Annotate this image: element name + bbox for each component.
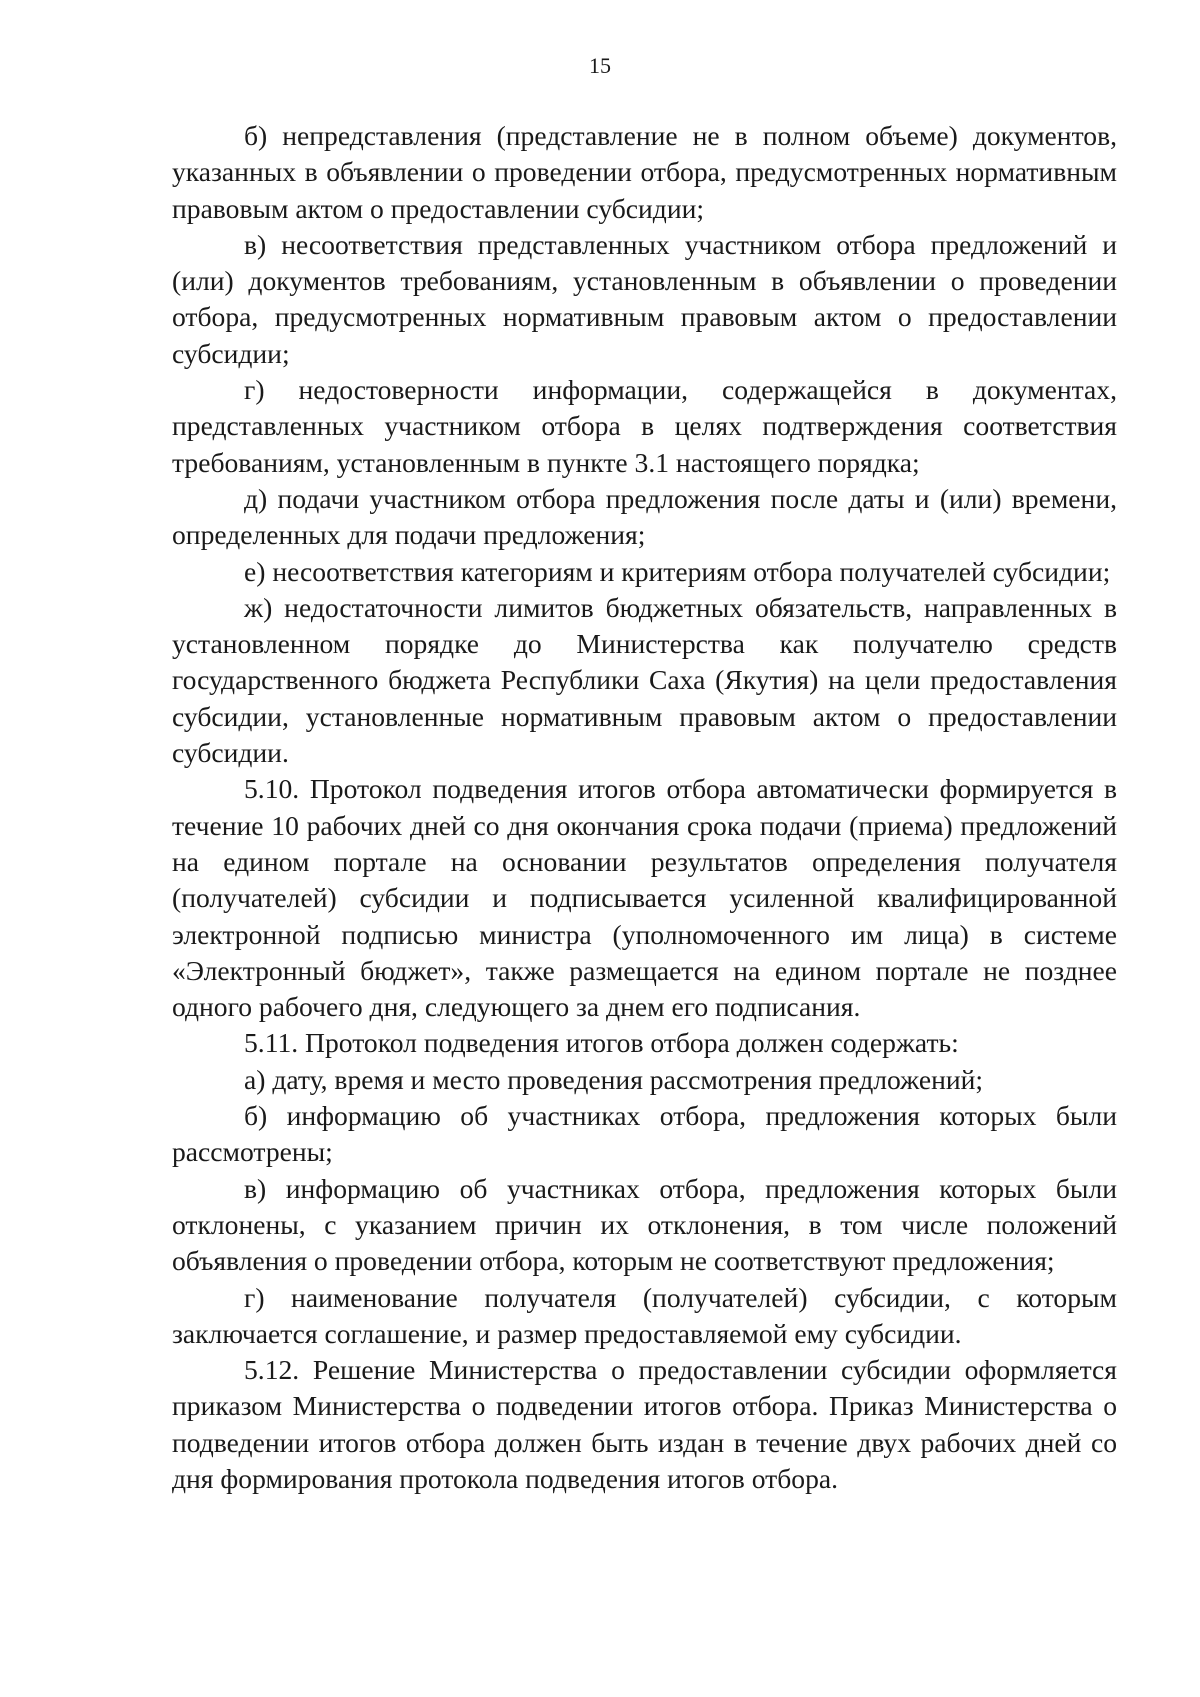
paragraph-5-11-a: а) дату, время и место проведения рассмотрения предложений; [244, 1063, 984, 1095]
page-number: 15 [589, 53, 611, 78]
document-body [172, 118, 1117, 1497]
paragraph-e-category-mismatch: е) несоответствия категориям и критериям отбора получателей субсидии; [244, 555, 1111, 587]
paragraph-g-unreliable-info: г) недостоверности информации, содержащейся в документах, представленных участником отбора в целях подтверждения соответствия требованиям, установленным в пункте 3.1 настоящего порядка; [172, 374, 1117, 478]
paragraph-5-10: 5.10. Протокол подведения итогов отбора автоматически формируется в течение 10 рабочих дней со дня окончания срока подачи (приема) предложений на едином портале на основании результатов определения получателя (получателей) субсидии и подписывается усиленной квалифицированной электронной подписью министра (уполномоченного им лица) в системе «Электронный бюджет», также размещается на едином портале не позднее одного рабочего дня, следующего за днем его подписания. [172, 773, 1117, 1023]
paragraph-d-late-submission: д) подачи участником отбора предложения после даты и (или) времени, определенных для подачи предложения; [172, 482, 1117, 551]
paragraph-5-12: 5.12. Решение Министерства о предоставлении субсидии оформляется приказом Министерства о подведении итогов отбора. Приказ Министерства о подведении итогов отбора должен быть издан в течение двух рабочих дней со дня формирования протокола подведения итогов отбора. [172, 1354, 1117, 1494]
paragraph-5-11-b: б) информацию об участниках отбора, предложения которых были рассмотрены; [172, 1100, 1117, 1168]
paragraph-5-11-g: г) наименование получателя (получателей) субсидии, с которым заключается соглашение, и размер предоставляемой ему субсидии. [172, 1281, 1117, 1349]
paragraph-v-noncompliance: в) несоответствия представленных участником отбора предложений и (или) документов требованиям, установленным в объявлении о проведении отбора, предусмотренных нормативным правовым актом о предоставлении субсидии; [172, 228, 1117, 369]
paragraph-b-nonsubmission: б) непредставления (представление не в полном объеме) документов, указанных в объявлении о проведении отбора, предусмотренных нормативным правовым актом о предоставлении субсидии; [172, 120, 1117, 224]
paragraph-zh-budget-limits: ж) недостаточности лимитов бюджетных обязательств, направленных в установленном порядке до Министерства как получателю средств государственного бюджета Республики Саха (Якутия) на цели предоставления субсидии, установленные нормативным правовым актом о предоставлении субсидии. [172, 591, 1117, 769]
paragraph-5-11: 5.11. Протокол подведения итогов отбора должен содержать: [244, 1027, 959, 1059]
paragraph-5-11-v: в) информацию об участниках отбора, предложения которых были отклонены, с указанием причин их отклонения, в том числе положений объявления о проведении отбора, которым не соответствуют предложения; [172, 1172, 1117, 1277]
